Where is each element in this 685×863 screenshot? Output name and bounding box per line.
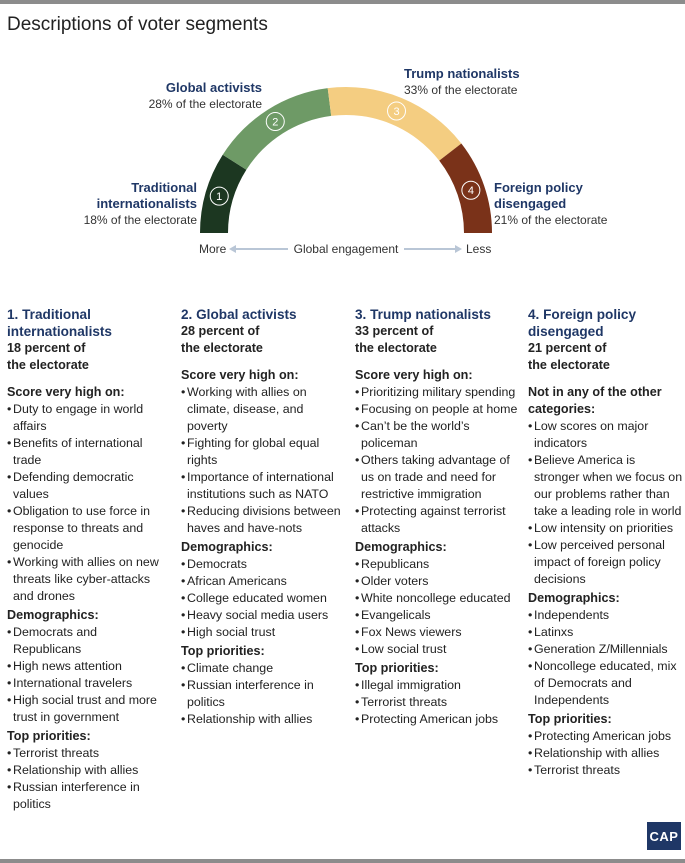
gauge-segment-3 [328,87,462,161]
gauge-segment-1 [200,155,246,233]
list-item: • Low social trust [355,641,519,658]
list-item: • High social trust [181,624,341,641]
list-item: • Russian interference in politics [7,779,167,813]
section-list [355,677,519,728]
list-item: • Low intensity on priorities [528,520,684,537]
section-list [355,556,519,658]
segment-column-3 [355,306,519,730]
list-item: • Relationship with allies [528,745,684,762]
list-item: • Latinxs [528,624,684,641]
list-item: • Relationship with allies [7,762,167,779]
segment-percent [7,340,167,374]
list-item: • Climate change [181,660,341,677]
list-item: • Protecting against terrorist attacks [355,503,519,537]
list-item: • Democrats [181,556,341,573]
list-item: • Working with allies on climate, disease, and poverty [181,384,341,435]
segment-percent-line: 28 percent of [181,324,260,338]
list-item: • Republicans [355,556,519,573]
segment-title: 1. Traditional [7,307,91,322]
list-item: • White noncollege educated [355,590,519,607]
segment-percent-line: the electorate [181,341,263,355]
list-item: • Terrorist threats [355,694,519,711]
axis-arrow-left-icon [229,245,236,253]
list-item: • Obligation to use force in response to threats and genocide [7,503,167,554]
section-heading: Top priorities: [355,661,439,675]
segment-percent-line: 18 percent of [7,341,86,355]
section-heading: Demographics: [7,608,99,622]
cap-logo: CAP [647,822,681,850]
axis-center-label: Global engagement [293,242,399,256]
segment-percent [355,323,519,357]
segment-title: disengaged [528,324,604,339]
list-item: • Fox News viewers [355,624,519,641]
segment-percent-line: the electorate [7,358,89,372]
list-item: • African Americans [181,573,341,590]
segment-2-name: Global activists [165,80,262,95]
axis-more-label: More [199,242,227,256]
section-heading: Demographics: [181,540,273,554]
section-list [181,660,341,728]
section-heading: Demographics: [528,591,620,605]
segment-4-name-2: disengaged [494,196,567,211]
section-heading: Score very high on: [355,368,473,382]
list-item: • Importance of international institutions such as NATO [181,469,341,503]
section-list [7,624,167,726]
segment-1-name: Traditional [131,180,197,195]
list-item: • Relationship with allies [181,711,341,728]
section-list [528,728,684,779]
list-item: • Illegal immigration [355,677,519,694]
list-item: • Others taking advantage of us on trade and need for restrictive immigration [355,452,519,503]
segment-2-pct: 28% of the electorate [148,97,262,111]
segment-1-pct: 18% of the electorate [83,213,197,227]
axis-arrow-right-icon [455,245,462,253]
segment-column-2 [181,306,341,730]
section-heading: Top priorities: [181,644,265,658]
section-list [7,401,167,605]
section-heading: Top priorities: [528,712,612,726]
list-item: • Prioritizing military spending [355,384,519,401]
list-item: • International travelers [7,675,167,692]
section-list [528,418,684,588]
list-item: • Low scores on major indicators [528,418,684,452]
segment-percent [528,340,684,374]
segment-3-pct: 33% of the electorate [404,83,518,97]
segment-2-number: 2 [272,116,279,129]
list-item: • Focusing on people at home [355,401,519,418]
list-item: • Protecting American jobs [528,728,684,745]
segment-percent [181,323,341,357]
segment-column-4 [528,306,684,781]
segment-title: 3. Trump nationalists [355,307,491,322]
list-item: • Can’t be the world’s policeman [355,418,519,452]
section-list [181,384,341,537]
list-item: • High news attention [7,658,167,675]
list-item: • Defending democratic values [7,469,167,503]
engagement-gauge [0,0,685,290]
segment-title: internationalists [7,324,112,339]
list-item: • Terrorist threats [7,745,167,762]
section-list [181,556,341,641]
section-list [528,607,684,709]
segment-percent-line: 21 percent of [528,341,607,355]
list-item: • Older voters [355,573,519,590]
list-item: • Working with allies on new threats like cyber-attacks and drones [7,554,167,605]
list-item: • Terrorist threats [528,762,684,779]
segment-percent-line: the electorate [528,358,610,372]
list-item: • Russian interference in politics [181,677,341,711]
list-item: • College educated women [181,590,341,607]
list-item: • Low perceived personal impact of foreign policy decisions [528,537,684,588]
segment-1-name-2: internationalists [96,196,197,211]
bottom-rule [0,859,685,863]
segment-3-number: 3 [393,106,400,119]
segment-column-1 [7,306,167,815]
list-item: • Believe America is stronger when we focus on our problems rather than take a leading role in world [528,452,684,520]
page-title: Descriptions of voter segments [7,14,268,35]
list-item: • Benefits of international trade [7,435,167,469]
segment-title: 2. Global activists [181,307,297,322]
segment-4-number: 4 [467,185,474,198]
list-item: • Heavy social media users [181,607,341,624]
list-item: • Independents [528,607,684,624]
section-list [7,745,167,813]
section-list [355,384,519,537]
section-heading: Demographics: [355,540,447,554]
list-item: • Protecting American jobs [355,711,519,728]
segment-percent-line: the electorate [355,341,437,355]
list-item: • Generation Z/Millennials [528,641,684,658]
section-heading: Top priorities: [7,729,91,743]
section-heading: Not in any of the other categories: [528,385,662,416]
list-item: • Fighting for global equal rights [181,435,341,469]
list-item: • Evangelicals [355,607,519,624]
list-item: • Noncollege educated, mix of Democrats and Independents [528,658,684,709]
list-item: • Reducing divisions between haves and have-nots [181,503,341,537]
segment-title: 4. Foreign policy [528,307,637,322]
list-item: • High social trust and more trust in government [7,692,167,726]
segment-percent-line: 33 percent of [355,324,434,338]
list-item: • Democrats and Republicans [7,624,167,658]
list-item: • Duty to engage in world affairs [7,401,167,435]
axis-less-label: Less [466,242,492,256]
section-heading: Score very high on: [7,385,125,399]
segment-1-number: 1 [216,191,223,204]
gauge-segment-4 [439,144,492,233]
segment-4-name: Foreign policy [494,180,583,195]
section-heading: Score very high on: [181,368,299,382]
segment-3-name: Trump nationalists [404,66,520,81]
segment-4-pct: 21% of the electorate [494,213,608,227]
